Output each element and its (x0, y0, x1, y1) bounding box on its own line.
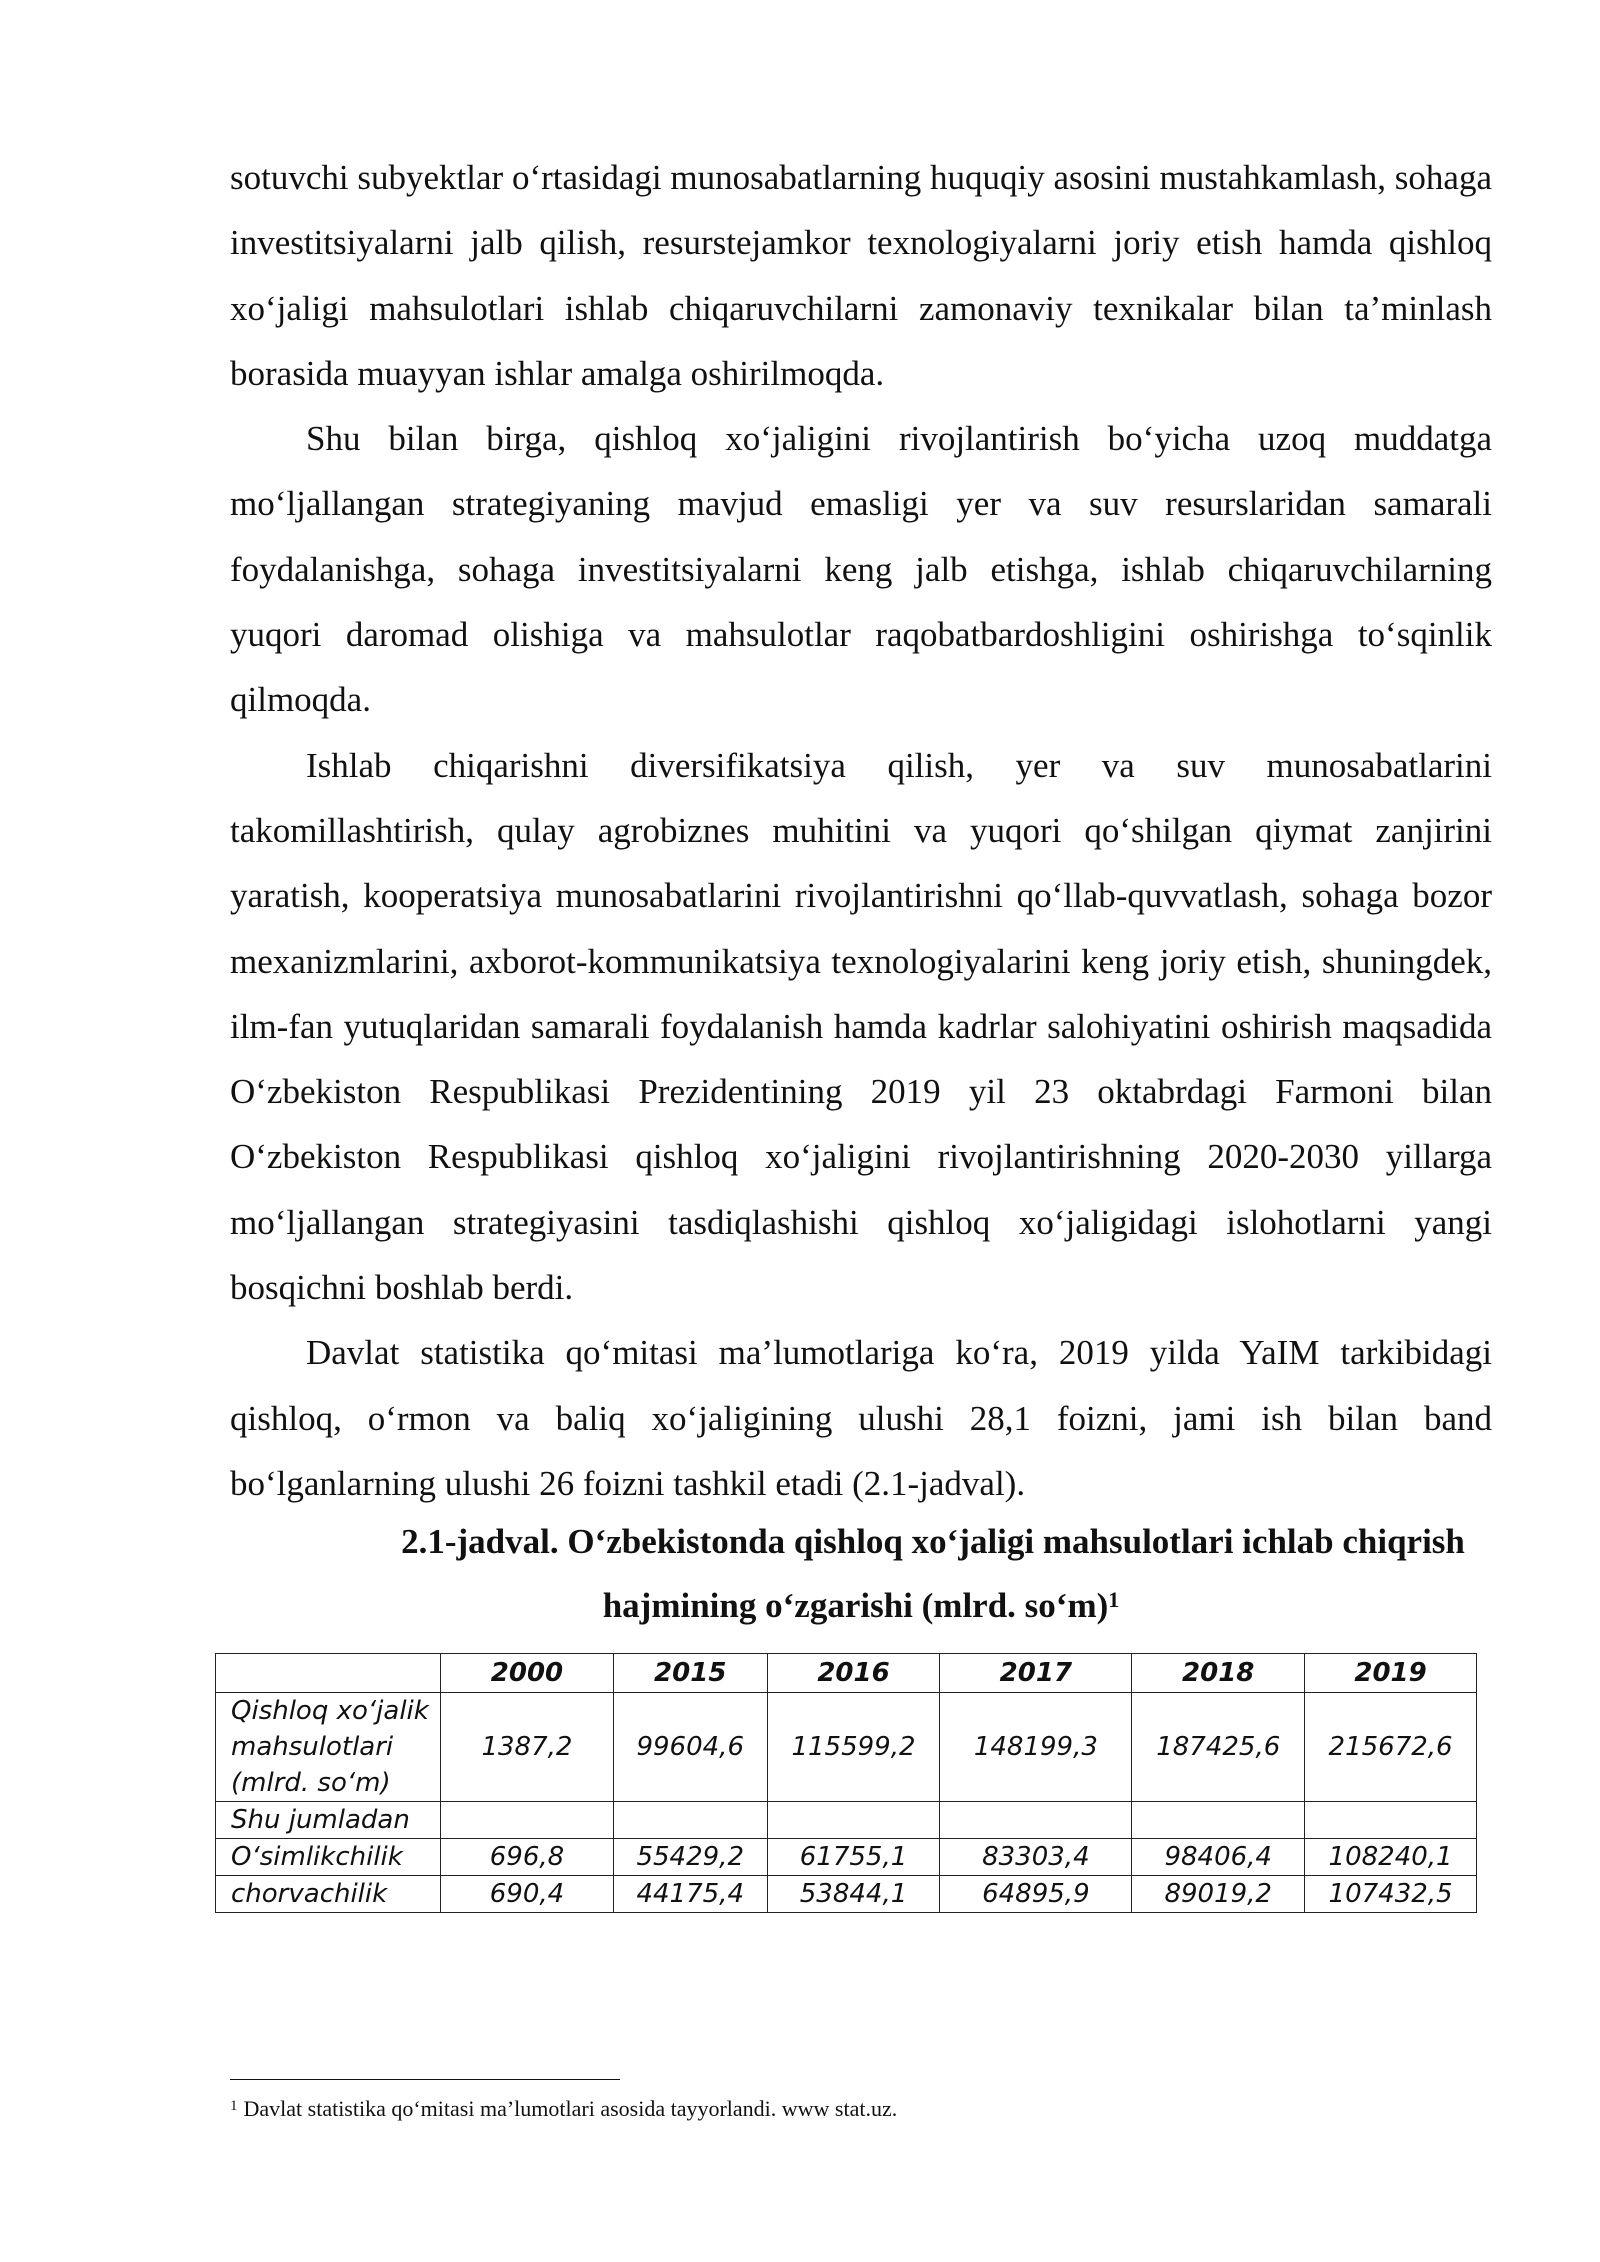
table-cell: 44175,4 (613, 1876, 767, 1913)
table-title-text: hajmining o‘zgarishi (mlrd. so‘m) (602, 1586, 1109, 1625)
year-header: 2000 (441, 1654, 614, 1693)
table-cell: 53844,1 (767, 1876, 940, 1913)
table-cell: 107432,5 (1305, 1876, 1477, 1913)
row-label-line: Qishloq xo‘jalik (231, 1696, 429, 1726)
table-cell: 89019,2 (1132, 1876, 1305, 1913)
table-cell: 215672,6 (1305, 1693, 1477, 1802)
table-cell (940, 1802, 1132, 1839)
table-cell: 696,8 (441, 1839, 614, 1876)
table-cell: 61755,1 (767, 1839, 940, 1876)
year-header: 2019 (1305, 1654, 1477, 1693)
footnote-text: Davlat statistika qo‘mitasi ma’lumotlari asosida tayyorlandi. www stat.uz. (243, 2096, 898, 2121)
paragraph: Shu bilan birga, qishloq xo‘jaligini rivojlantirish bo‘yicha uzoq muddatga mo‘ljallangan strategiyaning mavjud emasligi yer va suv resurslaridan samarali foydalanishga, sohaga investitsiyalarni keng jalb etishga, ishlab chiqaruvchilarning yuqori daromad olishiga va mahsulotlar raqobatbardoshligini oshirishga to‘sqinlik qilmoqda. (230, 419, 1492, 720)
table-title (230, 1510, 1492, 1638)
paragraph: sotuvchi subyektlar o‘rtasidagi munosabatlarning huquqiy asosini mustahkamlash, sohaga investitsiyalarni jalb qilish, resurstejamkor texnologiyalarni joriy etish hamda qishloq xo‘jaligi mahsulotlari ishlab chiqaruvchilarni zamonaviy texnikalar bilan ta’minlash borasida muayyan ishlar amalga oshirilmoqda. (230, 158, 1492, 393)
table-cell (1305, 1802, 1477, 1839)
table-cell: 99604,6 (613, 1693, 767, 1802)
table-cell (1132, 1802, 1305, 1839)
table-title-line-2 (230, 1574, 1492, 1638)
table-cell: 83303,4 (940, 1839, 1132, 1876)
table-title-line-1: 2.1-jadval. O‘zbekistonda qishloq xo‘jaligi mahsulotlari ichlab chiqrish (401, 1522, 1465, 1561)
footnote-mark: 1 (230, 2098, 238, 2114)
body-text (230, 145, 1492, 1516)
table-cell: 690,4 (441, 1876, 614, 1913)
data-table (215, 1653, 1477, 1913)
table-cell (441, 1802, 614, 1839)
row-label: Shu jumladan (216, 1802, 441, 1839)
row-label: chorvachilik (216, 1876, 441, 1913)
row-label: O‘simlikchilik (216, 1839, 441, 1876)
footnote (230, 2094, 1492, 2124)
table-cell: 64895,9 (940, 1876, 1132, 1913)
year-header: 2016 (767, 1654, 940, 1693)
row-label (216, 1693, 441, 1802)
paragraph: Ishlab chiqarishni diversifikatsiya qilish, yer va suv munosabatlarini takomillashtirish, qulay agrobiznes muhitini va yuqori qo‘shilgan qiymat zanjirini yaratish, kooperatsiya munosabatlarini rivojlantirishni qo‘llab-quvvatlash, sohaga bozor mexanizmlarini, axborot-kommunikatsiya texnologiyalarini keng joriy etish, shuningdek, ilm-fan yutuqlaridan samarali foydalanish hamda kadrlar salohiyatini oshirish maqsadida O‘zbekiston Respublikasi Prezidentining 2019 yil 23 oktabrdagi Farmoni bilan O‘zbekiston Respublikasi qishloq xo‘jaligini rivojlantirishning 2020-2030 yillarga mo‘ljallangan strategiyasini tasdiqlashishi qishloq xo‘jaligidagi islohotlarni yangi bosqichni boshlab berdi. (230, 745, 1492, 1308)
table-cell (613, 1802, 767, 1839)
row-label-line: mahsulotlari (231, 1732, 394, 1762)
table-cell: 115599,2 (767, 1693, 940, 1802)
year-header: 2018 (1132, 1654, 1305, 1693)
table-cell: 148199,3 (940, 1693, 1132, 1802)
table-cell: 108240,1 (1305, 1839, 1477, 1876)
table-row (216, 1876, 1477, 1913)
footnote-separator (230, 2079, 620, 2080)
table-cell: 55429,2 (613, 1839, 767, 1876)
table-cell: 98406,4 (1132, 1839, 1305, 1876)
row-label-line: (mlrd. so‘m) (231, 1768, 391, 1798)
footnote-reference: 1 (1108, 1587, 1120, 1612)
table-cell: 187425,6 (1132, 1693, 1305, 1802)
table-header-row (216, 1654, 1477, 1693)
table-row (216, 1839, 1477, 1876)
table-corner-cell (216, 1654, 441, 1693)
table-row (216, 1693, 1477, 1802)
year-header: 2017 (940, 1654, 1132, 1693)
paragraph: Davlat statistika qo‘mitasi ma’lumotlariga ko‘ra, 2019 yilda YaIM tarkibidagi qishloq, o‘rmon va baliq xo‘jaligining ulushi 28,1 foizni, jami ish bilan band bo‘lganlarning ulushi 26 foizni tashkil etadi (2.1-jadval). (230, 1333, 1492, 1503)
year-header: 2015 (613, 1654, 767, 1693)
table-row (216, 1802, 1477, 1839)
table-cell (767, 1802, 940, 1839)
table-cell: 1387,2 (441, 1693, 614, 1802)
